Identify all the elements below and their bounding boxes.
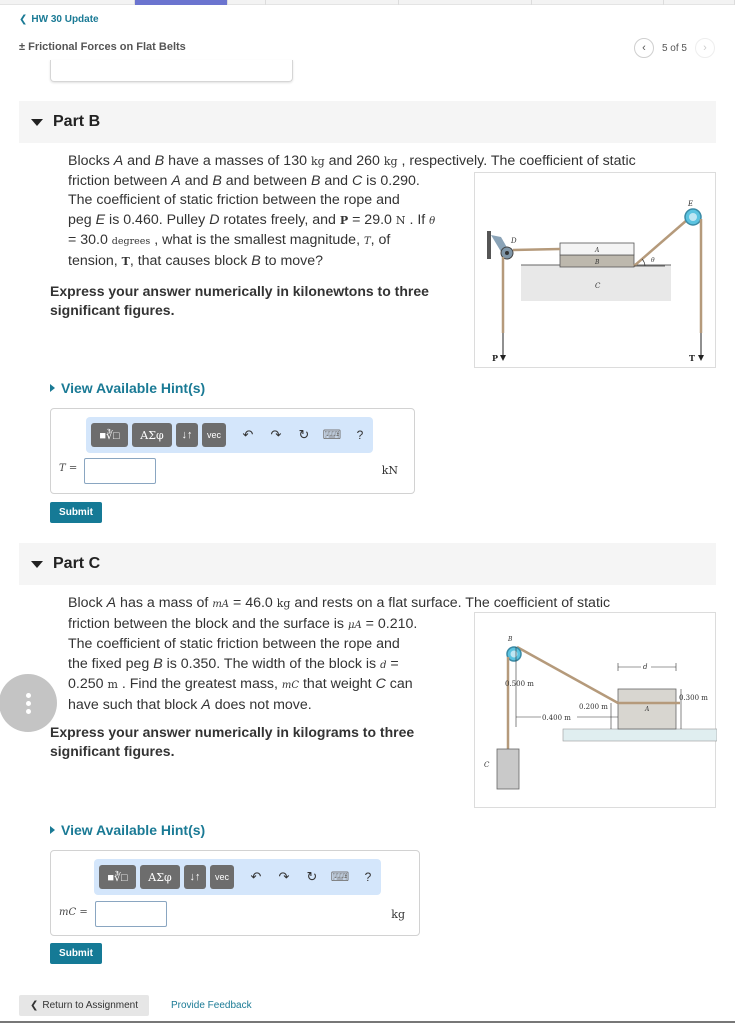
sort-button[interactable]: ↓↑ — [184, 865, 206, 889]
answer-unit: kg — [391, 908, 405, 921]
svg-text:C: C — [595, 282, 601, 290]
svg-text:B: B — [508, 636, 513, 643]
part-c-header[interactable] — [19, 543, 716, 585]
part-b-instructions: Express your answer numerically in kilonewtons to three significant figures. — [50, 283, 429, 318]
part-b-figure — [474, 172, 716, 368]
part-c-title: Part C — [53, 555, 101, 572]
help-icon[interactable]: ? — [356, 428, 364, 442]
part-c-problem-text: Block A has a mass of mA = 46.0 kg and rests on a flat surface. The coefficient of static friction between the block and the surface is μA = 0.210. The coefficient of static friction between the rope and the fixed peg B is 0.350. The width of the block is d = 0.250 m . Find the greatest mass, mC that weight C can have such that block A does not move. — [68, 595, 611, 713]
previous-answer-box-edge — [50, 60, 293, 82]
dot-icon — [26, 701, 31, 706]
svg-text:B: B — [595, 259, 600, 266]
svg-text:T: T — [689, 353, 695, 363]
math-toolbar — [94, 859, 381, 895]
dot-icon — [26, 693, 31, 698]
next-item-button[interactable] — [695, 38, 715, 58]
svg-text:θ: θ — [651, 257, 655, 264]
templates-button[interactable]: ■∛□ — [99, 865, 136, 889]
svg-text:A: A — [645, 706, 650, 713]
tab[interactable] — [664, 0, 735, 5]
part-c-figure — [474, 612, 716, 808]
svg-text:A: A — [595, 247, 600, 254]
tab[interactable] — [0, 0, 135, 5]
chevron-right-icon: › — [703, 42, 707, 54]
pulley-blocks-diagram — [475, 173, 717, 369]
undo-icon[interactable]: ↶ — [250, 869, 262, 884]
redo-icon[interactable]: ↷ — [278, 869, 290, 884]
svg-text:0.500 m: 0.500 m — [505, 680, 534, 688]
caret-right-icon — [50, 384, 55, 392]
peg-block-weight-diagram — [475, 613, 717, 809]
answer-variable-label: mC = — [59, 907, 88, 918]
provide-feedback-link[interactable]: Provide Feedback — [171, 1000, 252, 1011]
item-pager — [634, 38, 715, 58]
svg-text:0.300 m: 0.300 m — [679, 694, 708, 702]
part-b-view-hints-link[interactable] — [50, 380, 205, 396]
vector-button[interactable]: vec — [202, 423, 226, 447]
page-bottom-border — [0, 1021, 735, 1023]
sort-button[interactable]: ↓↑ — [176, 423, 198, 447]
reset-icon[interactable]: ↻ — [298, 427, 310, 442]
part-c-answer-box — [50, 850, 420, 936]
previous-item-button[interactable] — [634, 38, 654, 58]
pager-count: 5 of 5 — [661, 42, 687, 54]
return-to-assignment-button[interactable] — [19, 995, 149, 1016]
back-link-label: HW 30 Update — [31, 14, 99, 25]
greek-symbols-button[interactable]: ΑΣφ — [140, 865, 180, 889]
part-c-view-hints-link[interactable] — [50, 822, 205, 838]
help-icon[interactable]: ? — [364, 870, 372, 884]
tab[interactable] — [228, 0, 266, 5]
caret-down-icon — [31, 119, 43, 126]
redo-icon[interactable]: ↷ — [270, 427, 282, 442]
svg-text:0.200 m: 0.200 m — [579, 703, 608, 711]
keyboard-icon[interactable]: ⌨ — [330, 869, 350, 884]
chevron-left-icon: ❮ — [19, 14, 28, 25]
caret-down-icon — [31, 561, 43, 568]
answer-variable-label: T = — [59, 463, 78, 474]
browser-tab-strip — [0, 0, 735, 5]
undo-icon[interactable]: ↶ — [242, 427, 254, 442]
part-b-answer-box — [50, 408, 415, 494]
svg-text:D: D — [511, 237, 517, 245]
svg-text:0.400 m: 0.400 m — [542, 714, 571, 722]
keyboard-icon[interactable]: ⌨ — [322, 427, 342, 442]
return-label: Return to Assignment — [42, 1000, 138, 1011]
part-b-submit-button[interactable]: Submit — [50, 502, 102, 523]
tab[interactable] — [532, 0, 664, 5]
tension-answer-input[interactable] — [84, 458, 156, 484]
caret-right-icon — [50, 826, 55, 834]
hint-link-label: View Available Hint(s) — [61, 380, 206, 396]
hint-link-label: View Available Hint(s) — [61, 822, 206, 838]
dot-icon — [26, 709, 31, 714]
vector-button[interactable]: vec — [210, 865, 234, 889]
tab[interactable] — [266, 0, 399, 5]
reset-icon[interactable]: ↻ — [306, 869, 318, 884]
part-b-header[interactable] — [19, 101, 716, 143]
part-b-title: Part B — [53, 113, 101, 130]
svg-text:C: C — [484, 761, 490, 769]
chevron-left-icon: ❮ — [30, 1000, 39, 1011]
math-toolbar — [86, 417, 373, 453]
part-b-problem-text: Blocks A and B have a masses of 130 kg and 260 kg , respectively. The coefficient of static friction between A and B and between B and C is 0.290. The coefficient of static friction between the rope and peg E is 0.460. Pulley D rotates freely, and P = 29.0 N . If θ = 30.0 degrees , what is the smallest magnitude, T, of tension, T, that causes block B to move? — [68, 153, 636, 269]
back-to-assignment-link[interactable] — [19, 14, 99, 25]
part-c-submit-button[interactable]: Submit — [50, 943, 102, 964]
tab[interactable] — [399, 0, 532, 5]
tab-active[interactable] — [135, 0, 228, 5]
chevron-left-icon: ‹ — [642, 42, 646, 54]
svg-text:E: E — [688, 200, 694, 208]
part-c-instructions: Express your answer numerically in kilograms to three significant figures. — [50, 724, 415, 759]
greek-symbols-button[interactable]: ΑΣφ — [132, 423, 172, 447]
svg-text:P: P — [492, 353, 499, 363]
more-options-button[interactable] — [0, 674, 57, 732]
mass-answer-input[interactable] — [95, 901, 167, 927]
page-title: ± Frictional Forces on Flat Belts — [19, 41, 186, 53]
svg-text:d: d — [643, 663, 648, 671]
answer-unit: kN — [381, 464, 398, 477]
templates-button[interactable]: ■∛□ — [91, 423, 128, 447]
